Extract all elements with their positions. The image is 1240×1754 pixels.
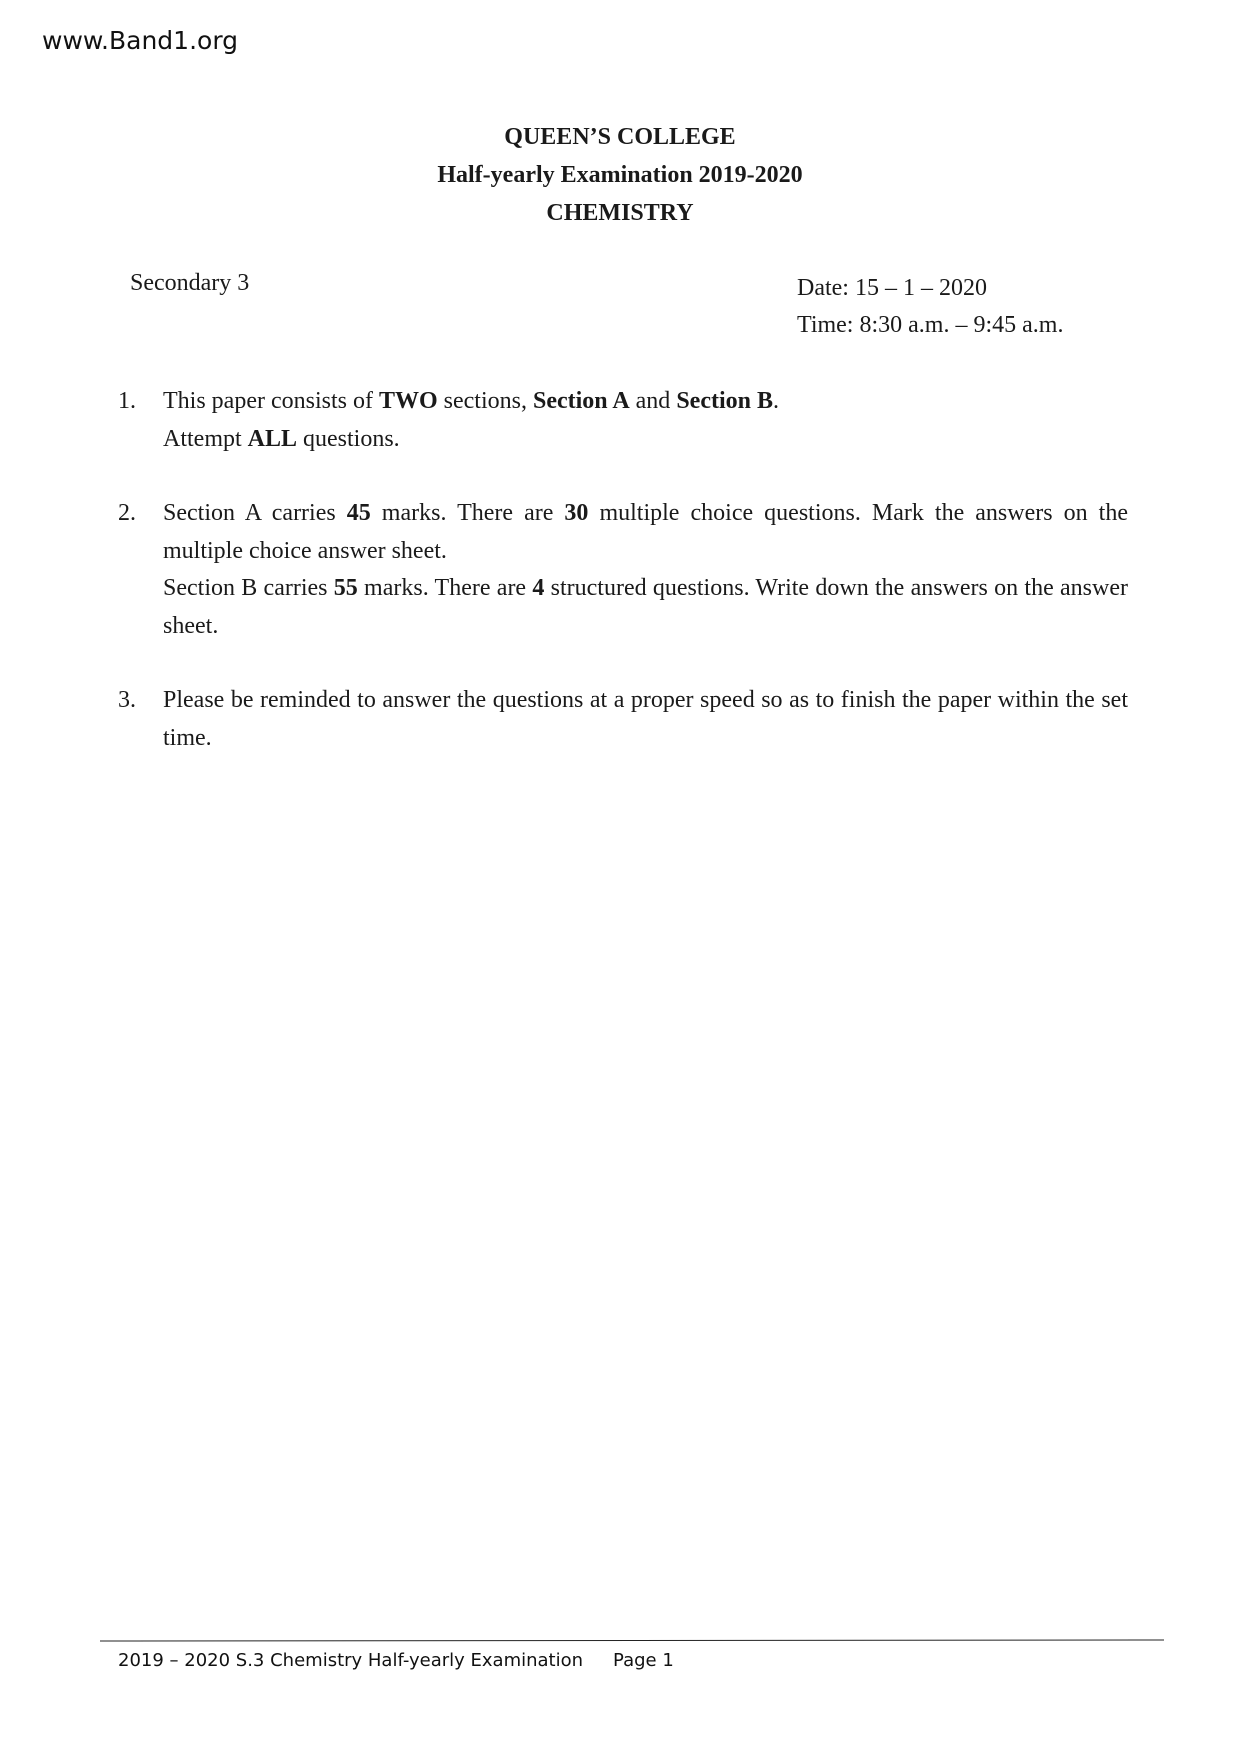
watermark-url: www.Band1.org: [42, 26, 239, 55]
school-name: QUEEN’S COLLEGE: [504, 124, 736, 150]
exam-date: Date: 15 – 1 – 2020: [797, 275, 987, 301]
page-footer: [118, 1650, 674, 1671]
bold-run: Section A: [532, 388, 630, 414]
instruction-number: 3.: [118, 687, 136, 713]
footer-divider: [100, 1639, 1164, 1641]
bold-run: 4: [532, 575, 545, 601]
exam-title: Half-yearly Examination 2019-2020: [437, 162, 803, 188]
bold-run: 55: [333, 575, 358, 601]
text-run: This paper consists of: [163, 388, 379, 414]
text-run: Section A carries: [163, 500, 347, 526]
bold-run: Section B: [676, 388, 773, 414]
text-run: structured questions. Write down the answers on the answer sheet.: [163, 575, 1128, 639]
bold-run: 45: [346, 500, 371, 526]
instruction-line: Please be reminded to answer the questions at a proper speed so as to finish the paper within the set time.: [163, 687, 1128, 751]
instruction-line: [163, 495, 1128, 570]
instruction-item: [118, 383, 1128, 458]
instruction-text: [163, 495, 1128, 645]
text-run: marks. There are: [370, 500, 565, 526]
subject-title: CHEMISTRY: [546, 200, 694, 226]
text-run: marks. There are: [357, 575, 533, 601]
exam-time: Time: 8:30 a.m. – 9:45 a.m.: [797, 312, 1064, 338]
instruction-number: 2.: [118, 500, 136, 526]
bold-run: 30: [564, 500, 589, 526]
instructions-list: [118, 383, 1128, 794]
instruction-line: [163, 570, 1128, 645]
text-run: Attempt: [163, 425, 248, 452]
text-run: multiple choice questions. Mark the answers on the multiple choice answer sheet.: [163, 500, 1128, 564]
instruction-item: [118, 495, 1128, 645]
text-run: sections,: [437, 388, 533, 414]
text-run: questions.: [297, 425, 400, 452]
text-run: and: [629, 388, 677, 414]
instruction-text: [163, 682, 1128, 757]
bold-run: TWO: [378, 388, 438, 414]
bold-run: ALL: [247, 425, 298, 452]
instruction-line: [163, 421, 1128, 459]
instruction-line: [163, 383, 1128, 421]
footer-title: 2019 – 2020 S.3 Chemistry Half-yearly Examination: [118, 1650, 584, 1671]
exam-schedule: [797, 270, 1063, 344]
text-run: Section B carries: [163, 575, 334, 601]
instruction-item: [118, 682, 1128, 757]
instruction-text: [163, 383, 1128, 458]
text-run: .: [772, 388, 779, 414]
instruction-number: 1.: [118, 388, 136, 414]
class-level: Secondary 3: [130, 270, 250, 296]
exam-header: [0, 118, 1240, 232]
page-number: Page 1: [613, 1650, 674, 1671]
